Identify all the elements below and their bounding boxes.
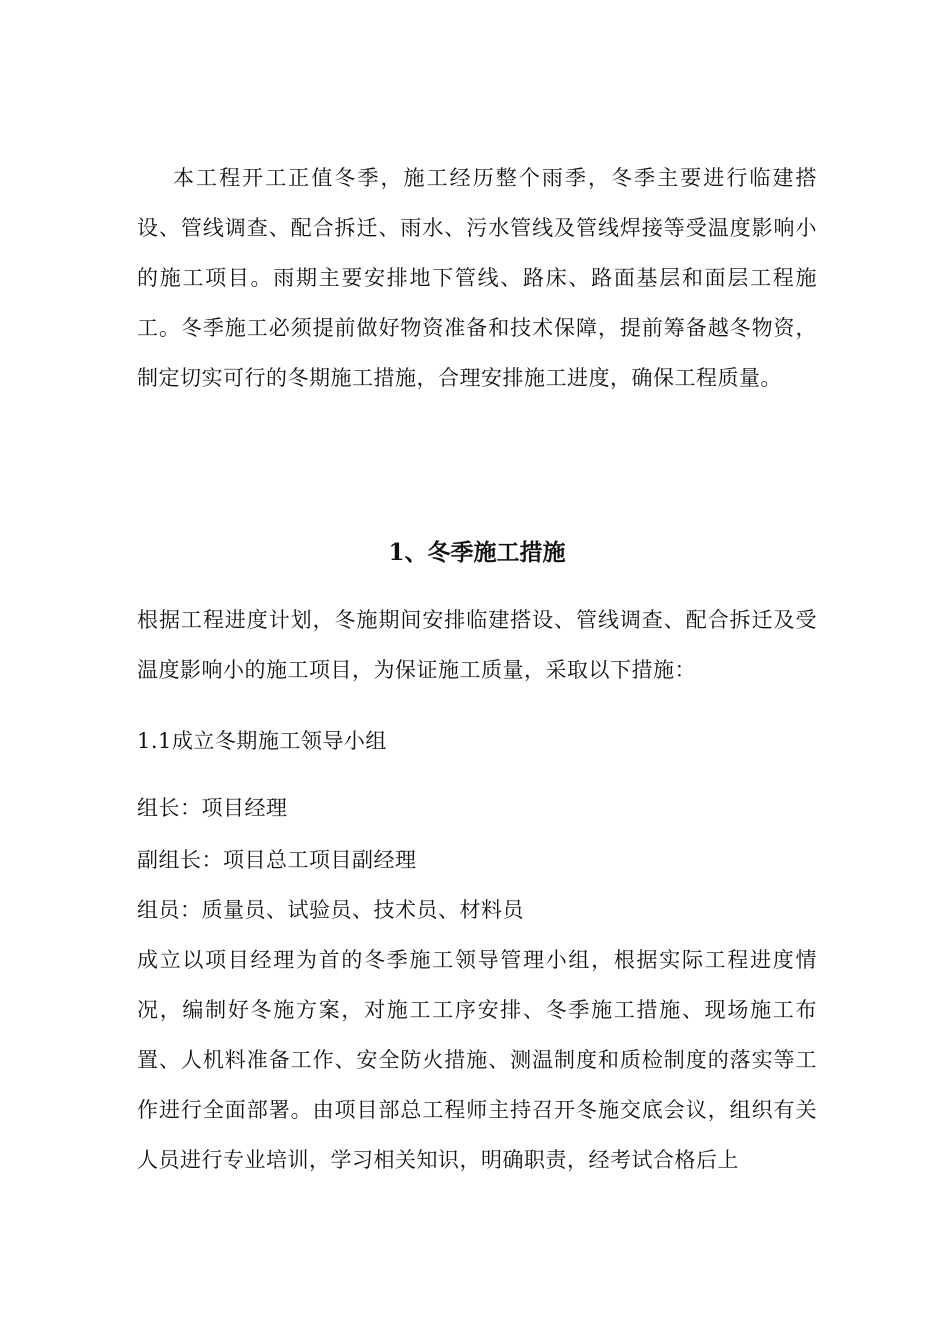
section-heading: 1、冬季施工措施 [388,539,566,566]
subsection-heading: 1.1成立冬期施工领导小组 [137,729,387,753]
intro-paragraph: 本工程开工正值冬季，施工经历整个雨季，冬季主要进行临建搭设、管线调查、配合拆迁、雨水、污水管线及管线焊接等受温度影响小的施工项目。雨期主要安排地下管线、路床、路面基层和面层工程施工。冬季施工必须提前做好物资准备和技术保障，提前筹备越冬物资，制定切实可行的冬期施工措施，合理安排施工进度，确保工程质量。 [137,166,817,390]
members-line: 组员：质量员、试验员、技术员、材料员 [137,898,524,922]
closing-paragraph: 成立以项目经理为首的冬季施工领导管理小组，根据实际工程进度情况，编制好冬施方案，对施工工序安排、冬季施工措施、现场施工布置、人机料准备工作、安全防火措施、测温制度和质检制度的落实等工作进行全面部署。由项目部总工程师主持召开冬施交底会议，组织有关人员进行专业培训，学习相关知识，明确职责，经考试合格后上 [137,948,817,1172]
deputy-leader-line: 副组长：项目总工项目副经理 [137,848,417,872]
section-paragraph: 根据工程进度计划，冬施期间安排临建搭设、管线调查、配合拆迁及受温度影响小的施工项目，为保证施工质量，采取以下措施： [137,608,817,682]
group-leader-line: 组长：项目经理 [137,796,288,820]
